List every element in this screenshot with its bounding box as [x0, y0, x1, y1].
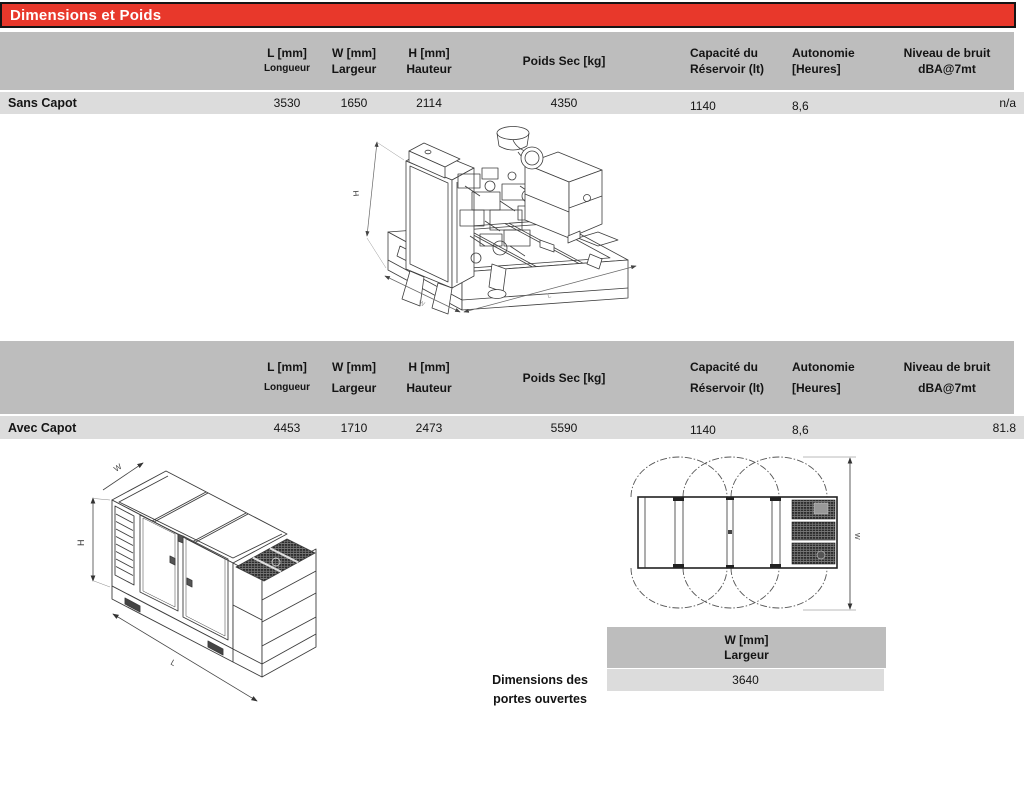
- col-header-height: H [mm] Hauteur: [406, 46, 452, 76]
- row-label: Sans Capot: [8, 96, 77, 110]
- canopy-rear-section: [233, 539, 316, 664]
- value-length: 4453: [273, 420, 301, 435]
- table-row-sans-capot: [0, 92, 1024, 114]
- value-width: 1710: [340, 420, 368, 435]
- col-header-height: H [mm] Hauteur: [406, 360, 452, 395]
- col-header-length-line1: L [mm]: [267, 46, 307, 60]
- value-weight: 4350: [550, 96, 578, 110]
- value-length: 3530: [273, 96, 301, 110]
- value-noise: 81.8: [992, 420, 1016, 435]
- col-header-noise: Niveau de bruit dBA@7mt: [903, 46, 991, 76]
- doors-table-header-line2: Largeur: [724, 647, 769, 662]
- doors-table-header: [607, 627, 886, 668]
- value-tank: 1140: [690, 423, 716, 437]
- col-header-tank: Capacité du Réservoir (lt): [690, 46, 765, 76]
- dim-label-w: W: [853, 533, 860, 540]
- value-weight: 5590: [550, 420, 578, 435]
- value-height: 2114: [416, 96, 442, 110]
- dim-label-l: L: [169, 657, 178, 668]
- value-width: 1650: [340, 96, 368, 110]
- doors-table-header-line1: W [mm]: [724, 632, 769, 647]
- value-noise: n/a: [999, 96, 1016, 110]
- col-header-length: [250, 32, 324, 90]
- doors-table-caption: Dimensions des portes ouvertes: [492, 673, 588, 706]
- col-header-length-line2: Longueur: [263, 63, 311, 74]
- value-autonomy: 8,6: [792, 98, 809, 113]
- col-header-autonomy: Autonomie [Heures]: [792, 46, 855, 76]
- open-genset-drawing: [340, 116, 640, 321]
- doors-table-value: 3640: [607, 669, 884, 691]
- section-title-bar: [0, 2, 1016, 28]
- table-avec-capot-header: [0, 341, 1014, 414]
- col-header-noise: Niveau de bruit dBA@7mt: [903, 360, 991, 395]
- row-label: Avec Capot: [8, 420, 77, 435]
- col-header-width: W [mm] Largeur: [331, 46, 377, 76]
- value-height: 2473: [415, 420, 443, 435]
- col-header-autonomy: Autonomie [Heures]: [792, 360, 855, 395]
- col-header-width: W [mm] Largeur: [331, 360, 377, 395]
- dim-label-h: H: [351, 190, 361, 197]
- dim-label-w: W: [112, 462, 124, 474]
- dim-label-w: W: [417, 299, 426, 309]
- value-autonomy: 8,6: [792, 423, 809, 437]
- top-view-drawing: [628, 448, 864, 620]
- col-header-weight: Poids Sec [kg]: [522, 370, 606, 385]
- col-header-tank: Capacité du Réservoir (lt): [690, 360, 765, 395]
- dim-label-l: L: [546, 292, 553, 300]
- table-row-avec-capot: [0, 416, 1024, 439]
- col-header-length: L [mm] Longueur: [263, 360, 311, 393]
- page-title: Dimensions et Poids: [10, 6, 162, 24]
- genset-plan-body: [638, 497, 837, 568]
- table-sans-capot-header: [0, 32, 1014, 90]
- dim-label-h: H: [76, 539, 86, 546]
- value-tank: 1140: [690, 98, 716, 113]
- canopy-genset-drawing: [70, 450, 330, 706]
- col-header-weight: Poids Sec [kg]: [522, 54, 606, 68]
